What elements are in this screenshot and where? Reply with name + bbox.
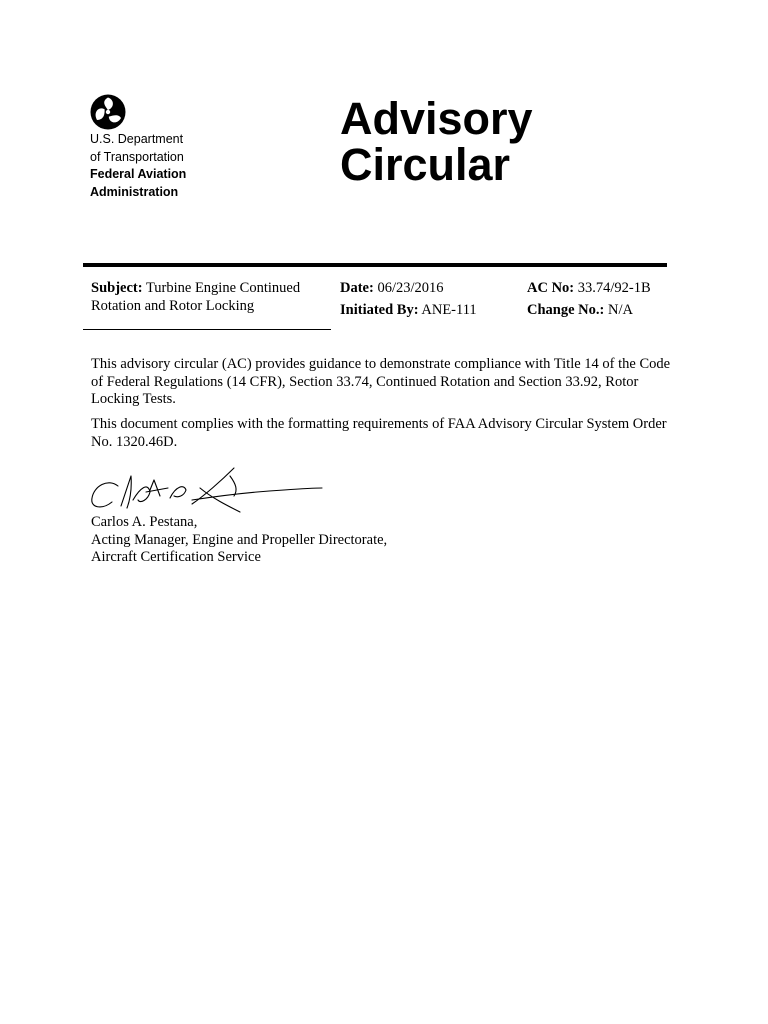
- ac-number-column: [527, 279, 651, 319]
- header-divider: [83, 263, 667, 267]
- date-value: 06/23/2016: [377, 280, 444, 296]
- change-number-value: N/A: [607, 302, 633, 318]
- signer-office: Aircraft Certification Service: [91, 549, 261, 565]
- date-initiated-column: [340, 279, 477, 319]
- ac-number-label: AC No:: [527, 280, 575, 296]
- agency-line-3: Federal Aviation: [90, 167, 187, 181]
- ac-number-value: 33.74/92-1B: [577, 280, 651, 296]
- agency-line-4: Administration: [90, 184, 179, 199]
- purpose-paragraph: This advisory circular (AC) provides guidance to demonstrate compliance with Title 14 of the Code of Federal Regulations (14 CFR), Section 33.74, Continued Rotation and Section 33.92, Rotor Locking Tests.: [91, 356, 671, 407]
- agency-name: [90, 131, 186, 201]
- subject-label: Subject:: [91, 280, 143, 296]
- dot-logo-block: [90, 94, 186, 201]
- handwritten-signature: [88, 462, 328, 518]
- initiated-by-label: Initiated By:: [340, 302, 419, 318]
- ac-number-field: [527, 279, 651, 297]
- document-title: [340, 93, 533, 190]
- agency-line-2: of Transportation: [90, 149, 184, 164]
- date-field: [340, 279, 477, 297]
- subject-field: [91, 279, 326, 315]
- document-title-line-1: Advisory: [340, 93, 533, 144]
- date-label: Date:: [340, 280, 374, 296]
- change-number-field: [527, 301, 651, 319]
- subject-value: Turbine Engine Continued Rotation and Rotor Locking: [91, 280, 301, 314]
- subject-underline: [83, 329, 331, 330]
- signer-title: Acting Manager, Engine and Propeller Directorate,: [91, 531, 388, 548]
- document-title-line-2: Circular: [340, 139, 511, 190]
- initiated-by-value: ANE-111: [421, 302, 477, 318]
- agency-line-1: U.S. Department: [90, 132, 184, 146]
- signer-block: [91, 514, 387, 567]
- dot-triskelion-icon: [90, 94, 126, 130]
- compliance-paragraph: This document complies with the formatting requirements of FAA Advisory Circular System Order No. 1320.46D.: [91, 416, 667, 450]
- initiated-by-field: [340, 301, 477, 319]
- signer-name: Carlos A. Pestana,: [91, 514, 198, 530]
- change-number-label: Change No.:: [527, 302, 605, 318]
